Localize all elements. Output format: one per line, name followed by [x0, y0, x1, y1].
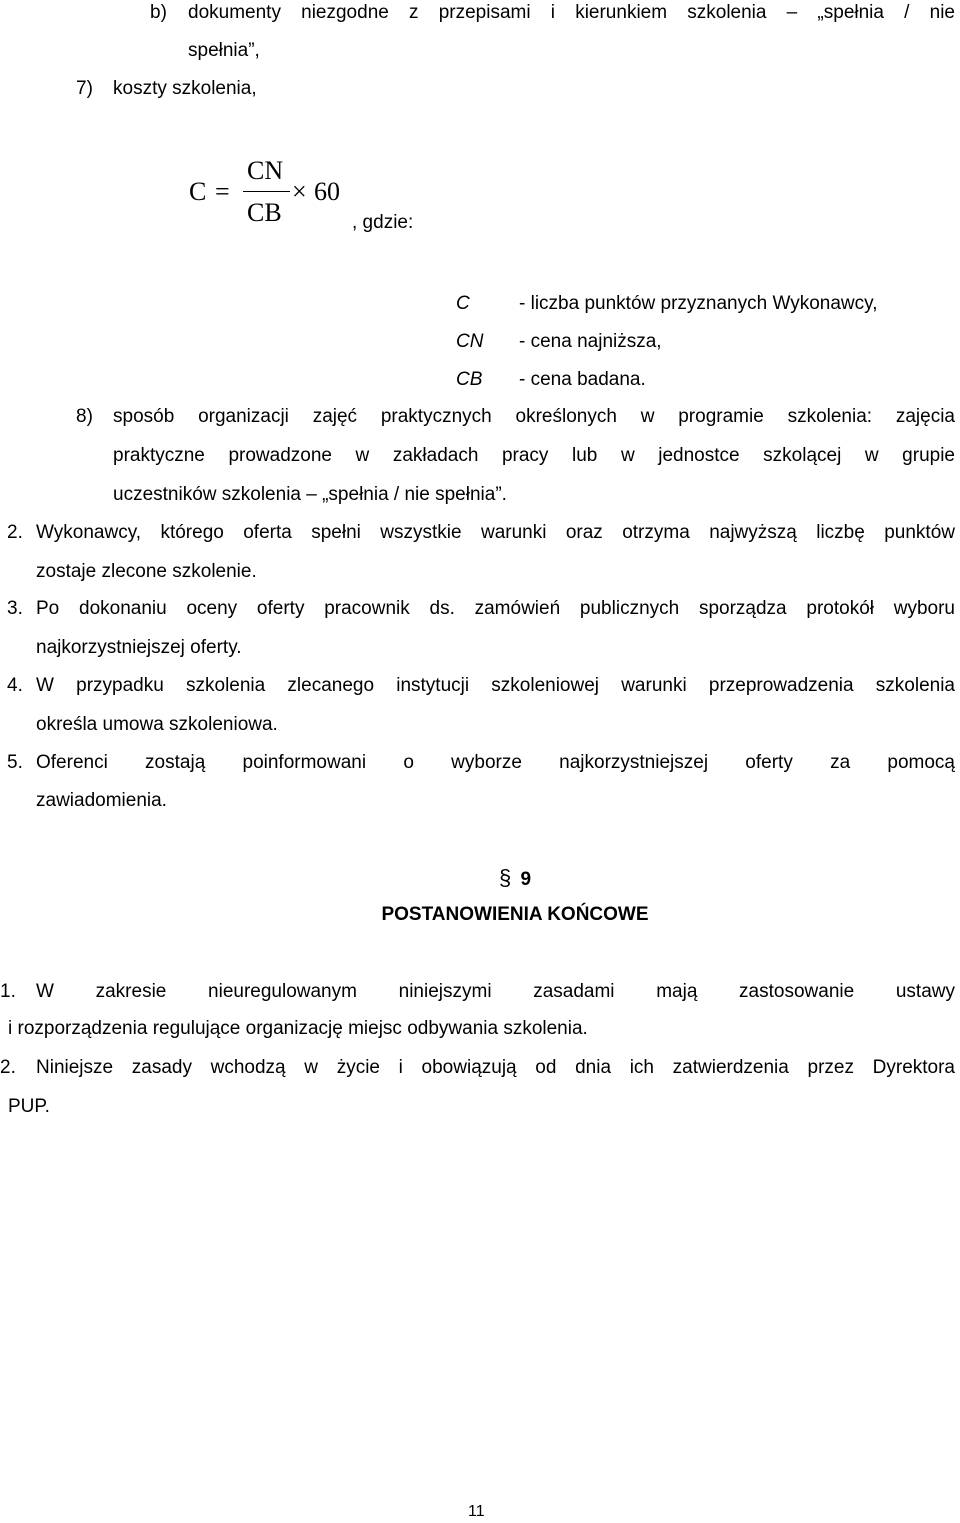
formula-numerator: CN — [247, 156, 284, 185]
point-text-line: Wykonawcy, którego oferta spełni wszystkie warunki oraz otrzyma najwyższą liczbę punktów — [36, 522, 955, 543]
item-8-line3: uczestników szkolenia – „spełnia / nie spełnia”. — [113, 484, 507, 505]
section-number: 9 — [520, 869, 532, 890]
final-point-text-line: PUP. — [8, 1096, 50, 1117]
legend-symbol: CB — [456, 369, 483, 390]
legend-description: - liczba punktów przyznanych Wykonawcy, — [519, 293, 878, 314]
point-text-line: Po dokonaniu oceny oferty pracownik ds. zamówień publicznych sporządza protokół wyboru — [36, 598, 955, 619]
item-8-line1: sposób organizacji zajęć praktycznych określonych w programie szkolenia: zajęcia — [113, 406, 955, 427]
point-text-line: określa umowa szkoleniowa. — [36, 714, 278, 735]
legend-description: - cena badana. — [519, 369, 646, 390]
point-marker: 3. — [7, 598, 23, 619]
formula-equals: = — [215, 177, 230, 206]
formula-lhs: C — [189, 177, 207, 206]
point-text-line: W przypadku szkolenia zlecanego instytucji szkoleniowej warunki przeprowadzenia szkolenia — [36, 675, 955, 696]
point-text-line: zostaje zlecone szkolenie. — [36, 561, 257, 582]
section-symbol: § — [498, 865, 512, 890]
point-text-line: najkorzystniejszej oferty. — [36, 637, 242, 658]
point-marker: 2. — [7, 522, 23, 543]
formula-denominator: CB — [247, 198, 282, 227]
final-point-marker: 1. — [0, 981, 16, 1002]
point-marker: 5. — [7, 752, 23, 773]
formula-factor: 60 — [314, 177, 340, 206]
point-marker: 4. — [7, 675, 23, 696]
final-point-marker: 2. — [0, 1057, 16, 1078]
page-number: 11 — [468, 1503, 485, 1520]
item-8-line2: praktyczne prowadzone w zakładach pracy lub w jednostce szkolącej w grupie — [113, 445, 955, 466]
list-marker-7: 7) — [76, 78, 93, 99]
section-heading — [0, 865, 960, 891]
section-title: POSTANOWIENIA KOŃCOWE — [381, 904, 649, 925]
list-marker-8: 8) — [76, 406, 93, 427]
final-point-text-line: i rozporządzenia regulujące organizację miejsc odbywania szkolenia. — [8, 1018, 588, 1039]
item-b-line1: dokumenty niezgodne z przepisami i kierunkiem szkolenia – „spełnia / nie — [188, 2, 955, 23]
list-marker-b: b) — [150, 2, 167, 23]
legend-symbol: CN — [456, 331, 484, 352]
final-point-text-line: Niniejsze zasady wchodzą w życie i obowiązują od dnia ich zatwierdzenia przez Dyrektora — [36, 1057, 955, 1078]
item-7-text: koszty szkolenia, — [113, 78, 257, 99]
formula-times: × — [292, 177, 307, 206]
legend-description: - cena najniższa, — [519, 331, 662, 352]
point-text-line: Oferenci zostają poinformowani o wyborze najkorzystniejszej oferty za pomocą — [36, 752, 955, 773]
point-text-line: zawiadomienia. — [36, 790, 167, 811]
formula-suffix: , gdzie: — [352, 212, 414, 233]
final-point-text-line: W zakresie nieuregulowanym niniejszymi zasadami mają zastosowanie ustawy — [36, 981, 955, 1002]
item-b-line2: spełnia”, — [188, 40, 260, 61]
legend-symbol: C — [456, 293, 470, 314]
fraction-line — [243, 191, 290, 192]
